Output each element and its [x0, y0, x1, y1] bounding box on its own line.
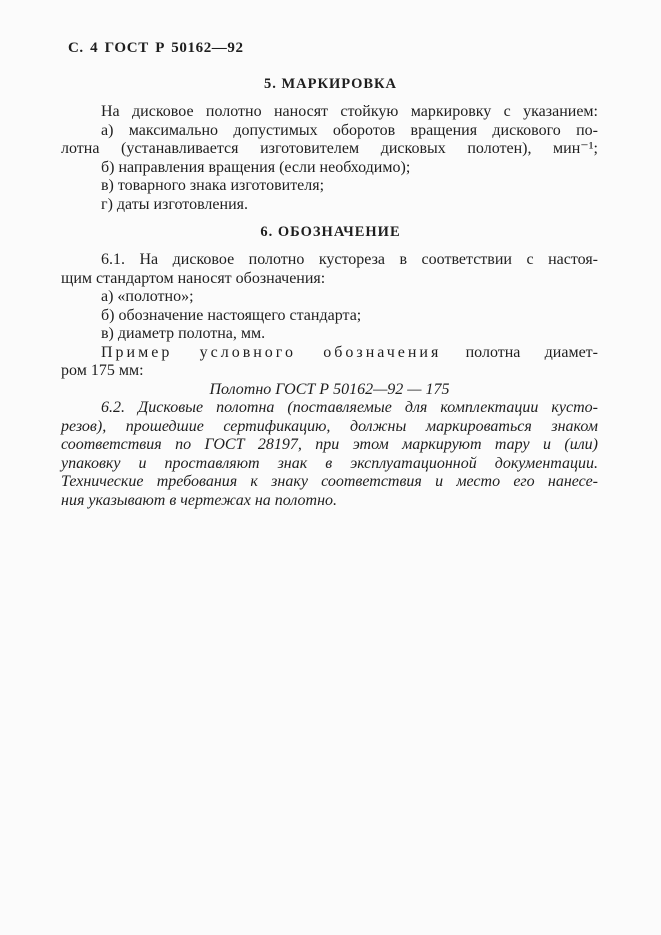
section-5-item-a-line-2: лотна (устанавливается изготовителем дисковых полотен), мин⁻¹; [61, 140, 598, 157]
clause-62-line-3: соответствия по ГОСТ 28197, при этом маркируют тару и (или) [61, 436, 598, 453]
clause-62-line-1: 6.2. Дисковые полотна (поставляемые для комплектации кусто- [101, 399, 598, 416]
section-6-title: 6. ОБОЗНАЧЕНИЕ [260, 224, 401, 240]
section-5-item-v-line: в) товарного знака изготовителя; [101, 177, 325, 194]
clause-61-line-2: щим стандартом наносят обозначения: [61, 269, 326, 287]
section-5-title: 5. МАРКИРОВКА [263, 76, 397, 92]
section-6-body [61, 251, 598, 510]
section-5-item-g-line: г) даты изготовления. [101, 195, 248, 213]
page-header: С. 4 ГОСТ Р 50162—92 [68, 40, 244, 56]
example-line-1 [61, 344, 598, 363]
section-5-intro-line: На дисковое полотно наносят стойкую маркировку с указанием: [101, 103, 598, 120]
clause-62-line-2: резов), прошедшие сертификацию, должны маркироваться знаком [61, 417, 598, 435]
section-5-body [61, 103, 598, 214]
example-tail: полотна диамет- [465, 343, 598, 361]
section-5-item-a-line-1: а) максимально допустимых оборотов вращения дискового по- [101, 121, 598, 139]
clause-61-line-1: 6.1. На дисковое полотно кустореза в соответствии с настоя- [101, 251, 598, 268]
example-spaced-label: Пример условного обозначения [101, 343, 442, 361]
section-5-item-b-line: б) направления вращения (если необходимо); [101, 158, 411, 176]
clause-61-item-a-line: а) «полотно»; [101, 288, 194, 305]
designation-example-line: Полотно ГОСТ Р 50162—92 — 175 [209, 380, 450, 398]
clause-62-line-4: упаковку и проставляют знак в эксплуатационной документации. [61, 454, 598, 472]
clause-62-line-5: Технические требования к знаку соответствия и место его нанесе- [61, 473, 598, 490]
clause-62-line-6: ния указывают в чертежах на полотно. [61, 491, 338, 509]
example-line-2: ром 175 мм: [61, 362, 144, 379]
clause-61-item-v-line: в) диаметр полотна, мм. [101, 325, 266, 342]
clause-61-item-b-line: б) обозначение настоящего стандарта; [101, 306, 362, 324]
